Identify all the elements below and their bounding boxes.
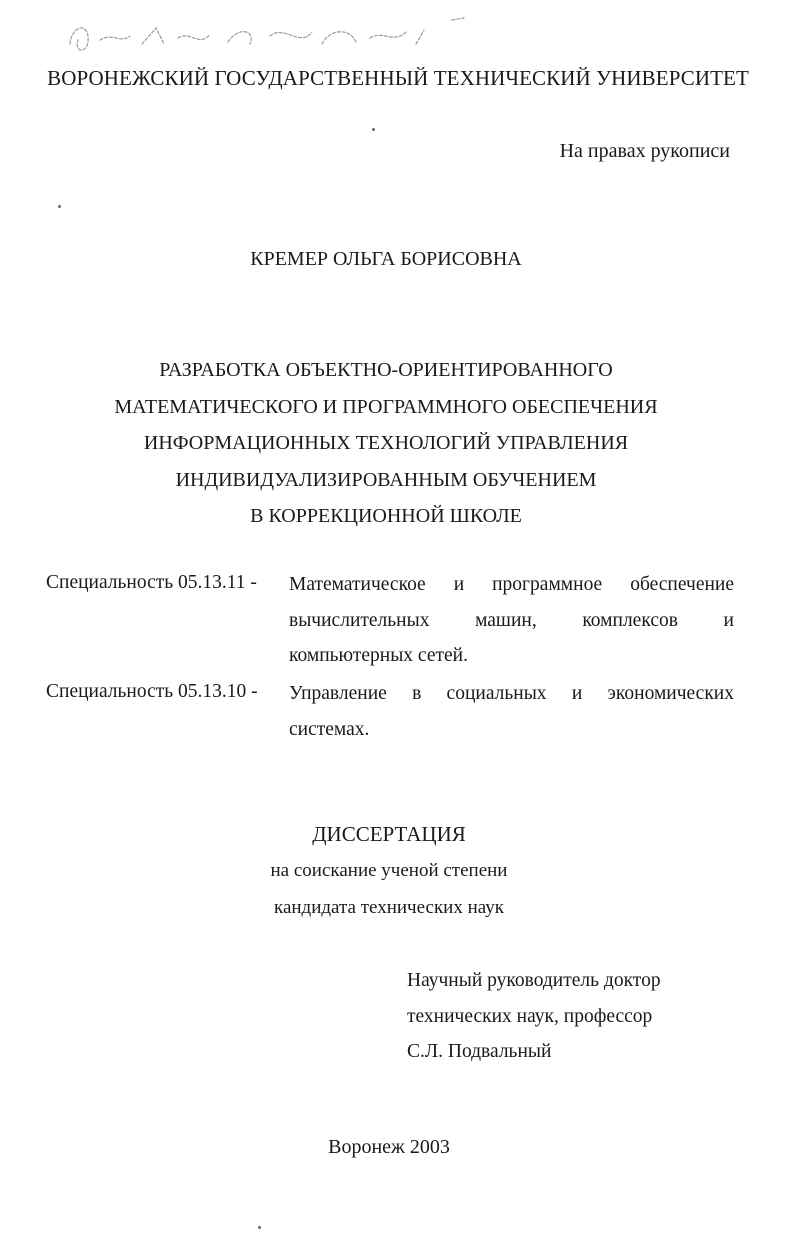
specialty-line: системах. (289, 718, 370, 740)
title-line: В КОРРЕКЦИОННОЙ ШКОЛЕ (250, 505, 522, 527)
specialty-line: Управление в социальных и экономических (289, 683, 734, 704)
specialty-line: вычислительных машин, комплексов и (289, 609, 734, 631)
title-line: ИНДИВИДУАЛИЗИРОВАННЫМ ОБУЧЕНИЕМ (175, 468, 597, 491)
specialty-line: Математическое и программное обеспечение (289, 574, 734, 595)
supervisor-line: технических наук, профессор (407, 1005, 653, 1027)
supervisor-line: С.Л. Подвальный (407, 1041, 552, 1062)
dissertation-title (0, 352, 772, 535)
scan-speck (258, 1226, 261, 1229)
degree-line: кандидата технических наук (274, 897, 504, 918)
specialty-label: Специальность 05.13.10 - (46, 681, 258, 702)
supervisor-line: Научный руководитель доктор (407, 970, 661, 991)
scan-speck (372, 128, 375, 131)
city-year: Воронеж 2003 (328, 1136, 450, 1158)
university-name: ВОРОНЕЖСКИЙ ГОСУДАРСТВЕННЫЙ ТЕХНИЧЕСКИЙ УНИВЕРСИТЕТ (47, 66, 749, 90)
handwritten-annotation (60, 14, 480, 60)
dissertation-heading: ДИССЕРТАЦИЯ (312, 822, 466, 846)
title-line: РАЗРАБОТКА ОБЪЕКТНО-ОРИЕНТИРОВАННОГО (159, 359, 613, 381)
specialty-line: компьютерных сетей. (289, 645, 468, 666)
supervisor-block (407, 963, 661, 1070)
scan-speck (58, 205, 61, 208)
specialty-description (289, 567, 734, 674)
title-line: МАТЕМАТИЧЕСКОГО И ПРОГРАММНОГО ОБЕСПЕЧЕНИЯ (114, 395, 658, 418)
author-name: КРЕМЕР ОЛЬГА БОРИСОВНА (250, 248, 522, 270)
specialty-description (289, 676, 734, 747)
specialty-label: Специальность 05.13.11 - (46, 572, 257, 593)
title-line: ИНФОРМАЦИОННЫХ ТЕХНОЛОГИЙ УПРАВЛЕНИЯ (143, 432, 629, 454)
degree-line: на соискание ученой степени (270, 860, 508, 881)
manuscript-rights-note: На правах рукописи (559, 140, 730, 162)
